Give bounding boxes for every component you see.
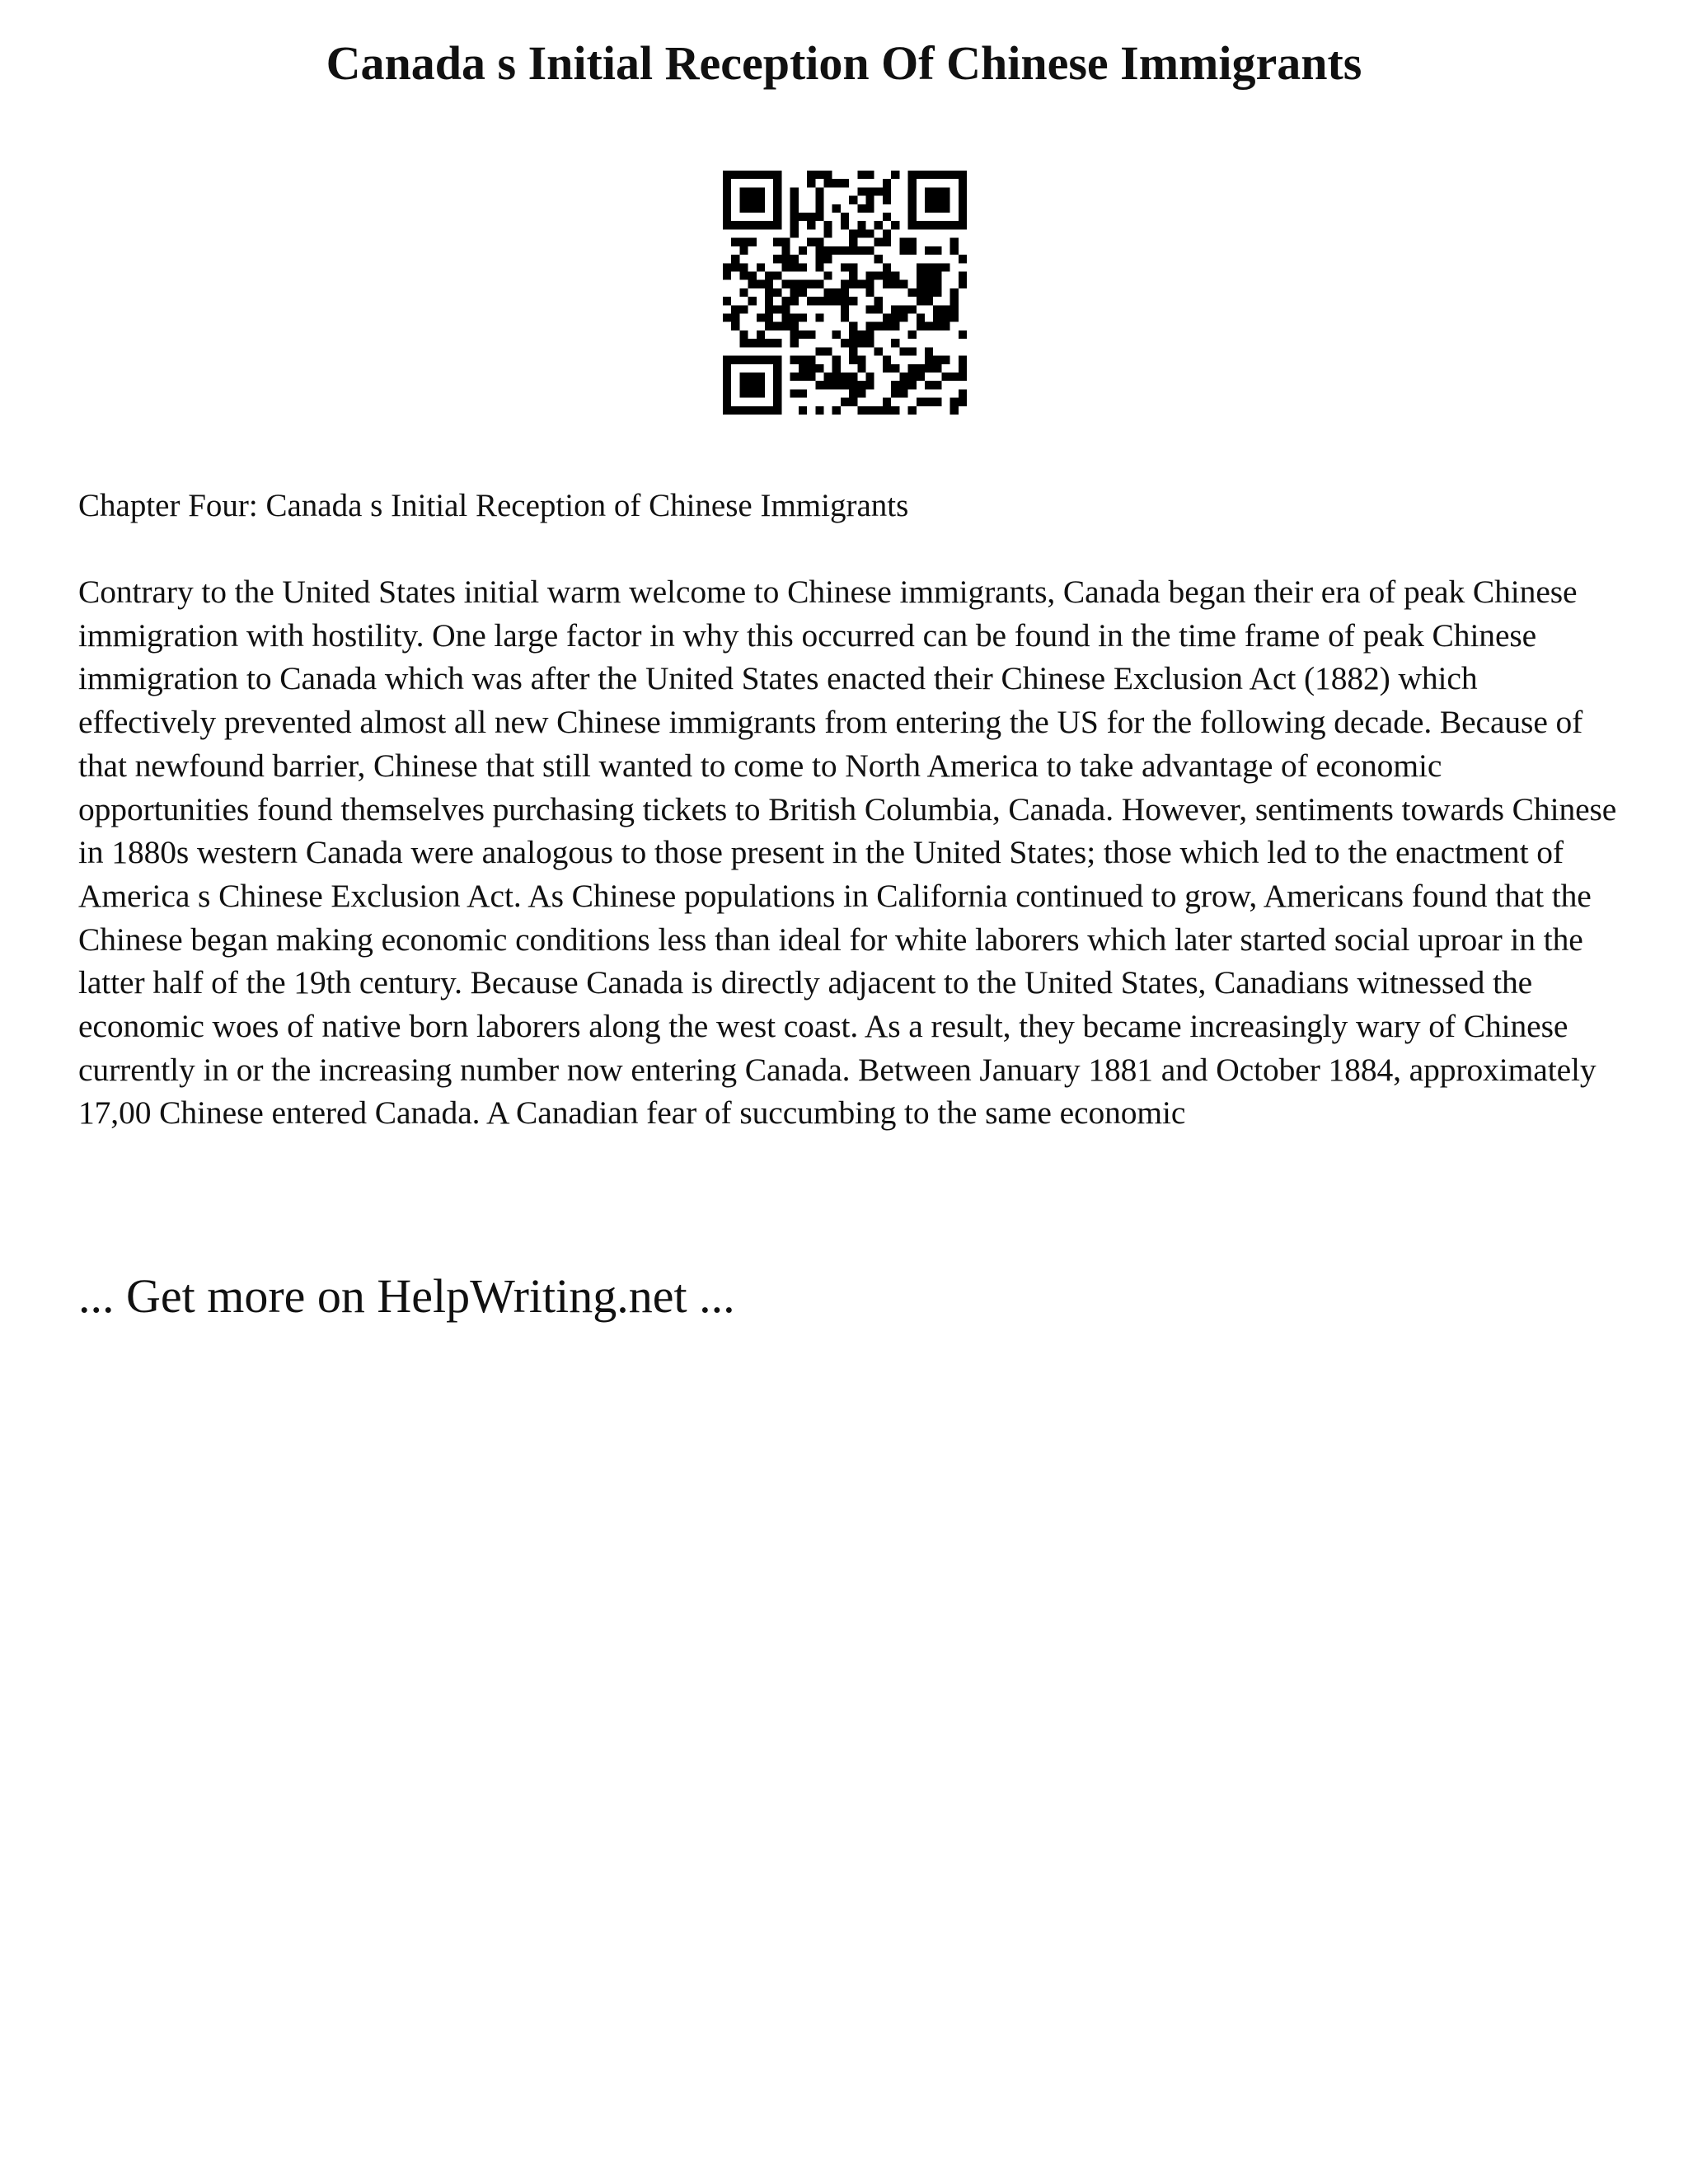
get-more-link[interactable]: ... Get more on HelpWriting.net ...: [78, 1269, 735, 1323]
qr-code-icon: [723, 171, 967, 415]
chapter-heading: Chapter Four: Canada s Initial Reception of Chinese Immigrants: [78, 488, 909, 523]
body-paragraph: Contrary to the United States initial warm welcome to Chinese immigrants, Canada began their era of peak Chinese immigration with hostility. One large factor in why this occurred can be found in the time frame of peak Chinese immigration to Canada which was after the United States enacted their Chinese Exclusion Act (1882) which effectively prevented almost all new Chinese immigrants from entering the US for the following decade. Because of that newfound barrier, Chinese that still wanted to come to North America to take advantage of economic opportunities found themselves purchasing tickets to British Columbia, Canada. However, sentiments towards Chinese in 1880s western Canada were analogous to those present in the United States; those which led to the enactment of America s Chinese Exclusion Act. As Chinese populations in California continued to grow, Americans found that the Chinese began making economic conditions less than ideal for white laborers which later started social uproar in the latter half of the 19th century. Because Canada is directly adjacent to the United States, Canadians witnessed the economic woes of native born laborers along the west coast. As a result, they became increasingly wary of Chinese currently in or the increasing number now entering Canada. Between January 1881 and October 1884, approximately 17,00 Chinese entered Canada. A Canadian fear of succumbing to the same economic: [78, 574, 1617, 1132]
document-title: Canada s Initial Reception Of Chinese Immigrants: [326, 36, 1362, 90]
